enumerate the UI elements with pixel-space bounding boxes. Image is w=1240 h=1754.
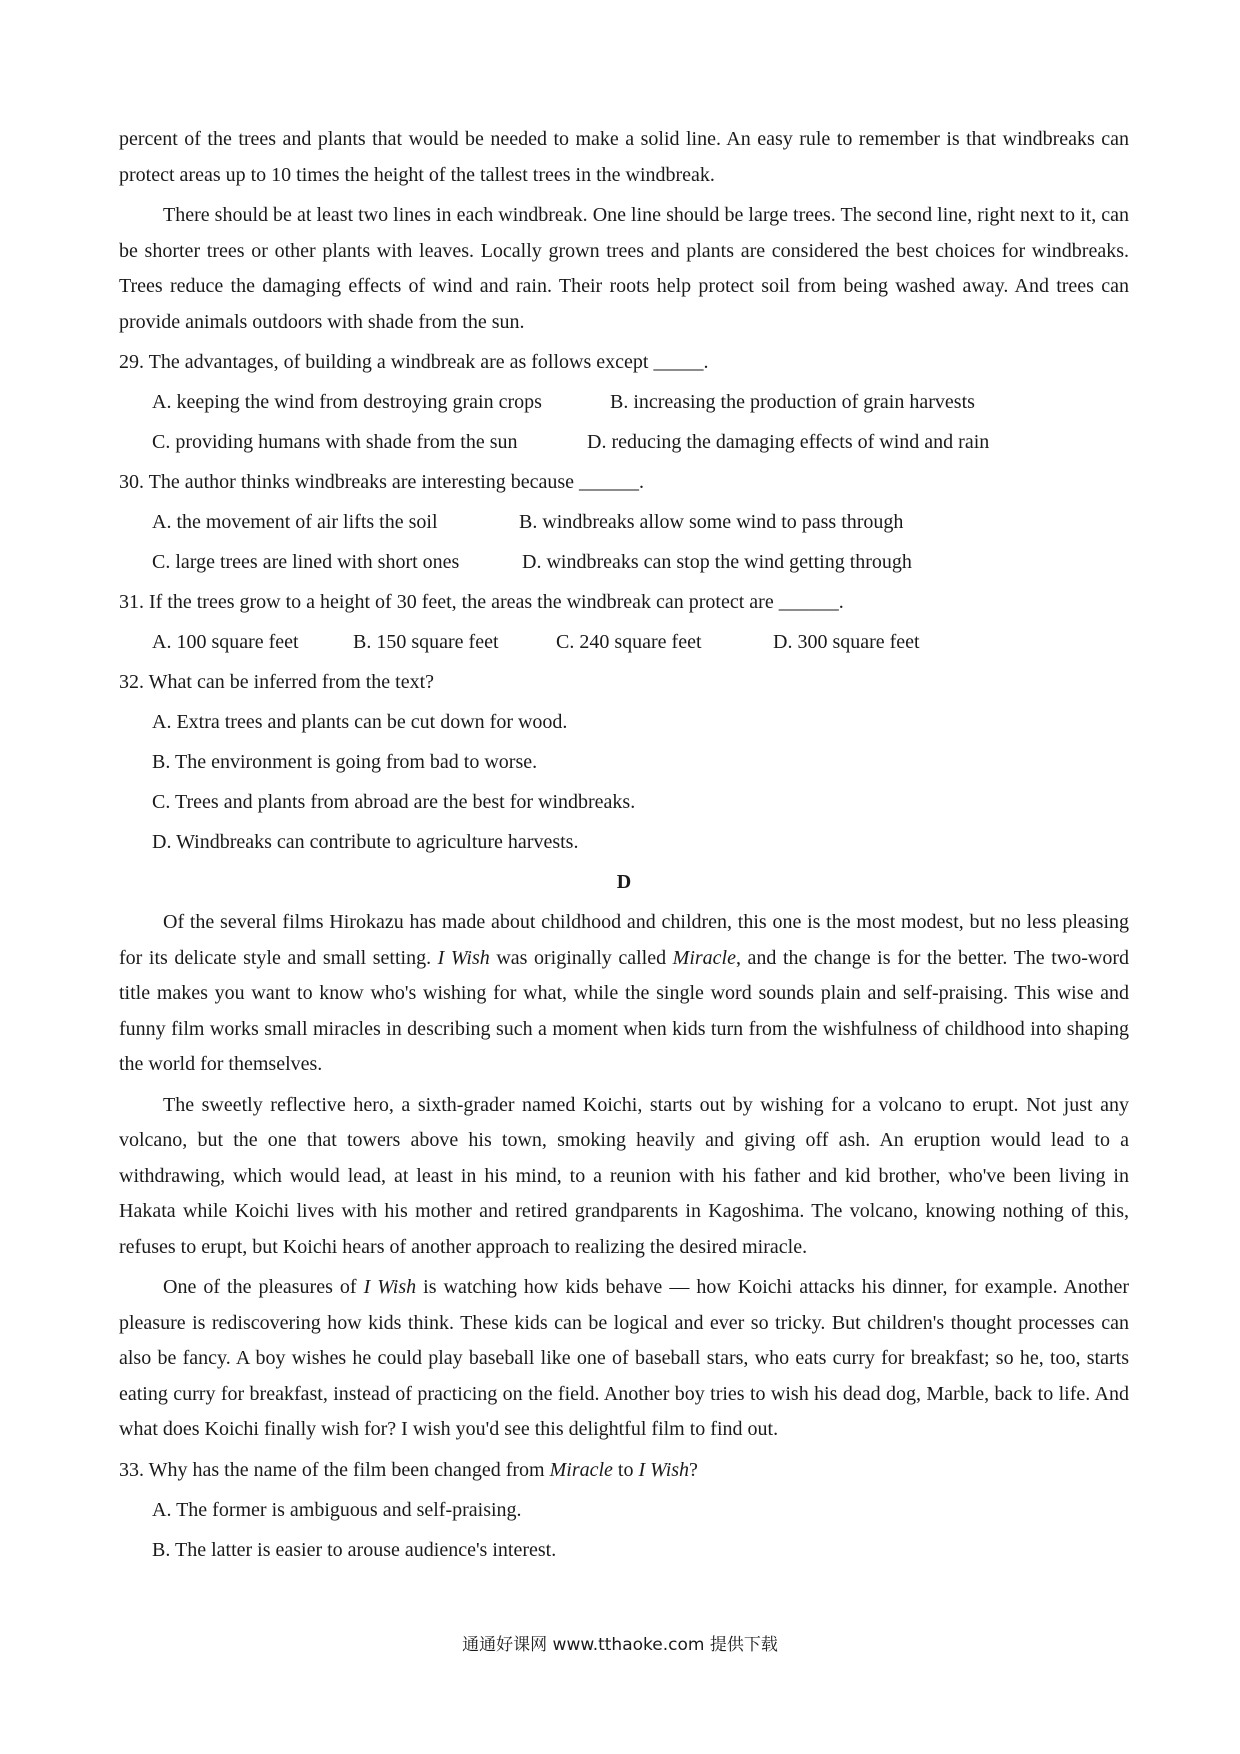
question-30-option-c: C. large trees are lined with short ones bbox=[152, 551, 460, 573]
question-29-option-b: B. increasing the production of grain harvests bbox=[610, 391, 975, 413]
question-33-stem bbox=[119, 1453, 1129, 1493]
question-31-stem: 31. If the trees grow to a height of 30 feet, the areas the windbreak can protect are ______. bbox=[119, 591, 844, 613]
passage-d-paragraph-3 bbox=[119, 1270, 1129, 1448]
question-30-stem: 30. The author thinks windbreaks are interesting because ______. bbox=[119, 471, 645, 493]
question-30-option-d: D. windbreaks can stop the wind getting through bbox=[522, 551, 912, 573]
question-32-option-b: B. The environment is going from bad to worse. bbox=[152, 751, 538, 773]
question-29-option-d: D. reducing the damaging effects of wind and rain bbox=[587, 431, 990, 453]
passage-d-p3-part-b: is watching how kids behave — how Koichi attacks his dinner, for example. Another pleasure is rediscovering how kids think. These kids can be logical and ever so tricky. But children's thought processes can also be fancy. A boy wishes he could play baseball like one of baseball stars, who eats curry for breakfast; so he, too, starts eating curry for breakfast, instead of practicing on the field. Another boy tries to wish his dead dog, Marble, back to life. And what does Koichi finally wish for? I wish you'd see this delightful film to find out. bbox=[119, 1276, 1129, 1440]
q33-stem-part-b: to bbox=[612, 1458, 639, 1481]
question-32-option-a: A. Extra trees and plants can be cut down for wood. bbox=[152, 711, 568, 733]
film-title-i-wish-2: I Wish bbox=[363, 1276, 417, 1298]
question-31-options-row bbox=[119, 625, 1129, 665]
section-d-heading: D bbox=[616, 871, 632, 893]
question-32-option-c: C. Trees and plants from abroad are the best for windbreaks. bbox=[152, 791, 636, 813]
question-31-option-c: C. 240 square feet bbox=[556, 631, 702, 653]
passage-d-p3-part-a: One of the pleasures of bbox=[163, 1276, 364, 1298]
page-footer: 通通好课网 www.tthaoke.com 提供下载 bbox=[462, 1635, 778, 1655]
q33-title-miracle: Miracle bbox=[549, 1458, 613, 1481]
question-31-option-a: A. 100 square feet bbox=[152, 631, 299, 653]
film-title-i-wish: I Wish bbox=[437, 946, 490, 969]
passage-d-paragraph-2: The sweetly reflective hero, a sixth-grader named Koichi, starts out by wishing for a volcano to erupt. Not just any volcano, but the one that towers above his town, smoking heavily and giving off ash. An eruption would lead to a withdrawing, which would lead, at least in his mind, to a reunion with his father and kid brother, who've been living in Hakata while Koichi lives with his mother and retired grandparents in Kagoshima. The volcano, knowing nothing of this, refuses to erupt, but Koichi hears of another approach to realizing the desired miracle. bbox=[119, 1093, 1129, 1258]
question-30-options-row-1 bbox=[119, 505, 1129, 545]
question-29-option-c: C. providing humans with shade from the sun bbox=[152, 431, 518, 453]
question-29-options-row-2 bbox=[119, 425, 1129, 465]
passage-d-p1-part-c: , and the change is for the better. The two-word title makes you want to know who's wishing for what, while the single word sounds plain and self-praising. This wise and funny film works small miracles in describing such a moment when kids turn from the wishfulness of childhood into shaping the world for themselves. bbox=[119, 946, 1129, 1075]
question-31-option-d: D. 300 square feet bbox=[773, 631, 920, 653]
q33-stem-part-c: ? bbox=[689, 1458, 698, 1481]
question-33-option-b: B. The latter is easier to arouse audience's interest. bbox=[152, 1538, 557, 1561]
q33-title-i-wish: I Wish bbox=[638, 1458, 690, 1481]
question-29-stem: 29. The advantages, of building a windbreak are as follows except _____. bbox=[119, 351, 709, 373]
page-content bbox=[119, 122, 1129, 1573]
question-30-option-a: A. the movement of air lifts the soil bbox=[152, 511, 438, 533]
question-32-option-d: D. Windbreaks can contribute to agriculture harvests. bbox=[152, 831, 579, 853]
question-32-stem: 32. What can be inferred from the text? bbox=[119, 671, 435, 693]
film-title-miracle: Miracle bbox=[672, 946, 736, 969]
question-30-options-row-2 bbox=[119, 545, 1129, 585]
passage-c-paragraph-2: There should be at least two lines in each windbreak. One line should be large trees. The second line, right next to it, can be shorter trees or other plants with leaves. Locally grown trees and plants are considered the best choices for windbreaks. Trees reduce the damaging effects of wind and rain. Their roots help protect soil from being washed away. And trees can provide animals outdoors with shade from the sun. bbox=[119, 204, 1129, 333]
passage-d-p1-part-b: was originally called bbox=[489, 946, 673, 969]
passage-d-paragraph-1 bbox=[119, 905, 1129, 1083]
question-33-option-a: A. The former is ambiguous and self-praising. bbox=[152, 1498, 522, 1521]
passage-d-p1-part-a: Of the several films Hirokazu has made about childhood and children, this one is the most modest, but no less pleasing for its delicate style and small setting. bbox=[119, 911, 1129, 969]
question-29-option-a: A. keeping the wind from destroying grain crops bbox=[152, 391, 542, 413]
question-30-option-b: B. windbreaks allow some wind to pass through bbox=[519, 511, 904, 533]
question-31-option-b: B. 150 square feet bbox=[353, 631, 499, 653]
q33-stem-part-a: 33. Why has the name of the film been changed from bbox=[119, 1458, 550, 1481]
passage-c-paragraph-1: percent of the trees and plants that would be needed to make a solid line. An easy rule to remember is that windbreaks can protect areas up to 10 times the height of the tallest trees in the windbreak. bbox=[119, 128, 1129, 186]
question-29-options-row-1 bbox=[119, 385, 1129, 425]
